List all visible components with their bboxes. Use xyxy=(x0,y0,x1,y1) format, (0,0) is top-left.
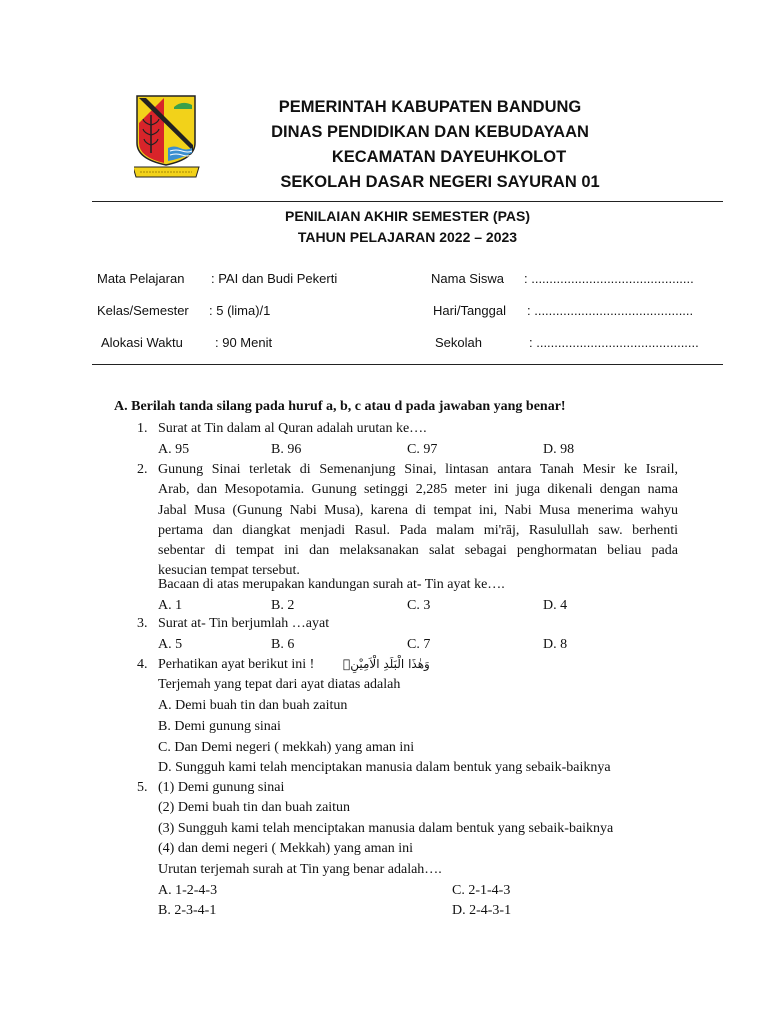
q5-option-d[interactable]: D. 2-4-3-1 xyxy=(452,903,512,918)
q5-option-c[interactable]: C. 2-1-4-3 xyxy=(452,883,511,898)
q3-text: Surat at- Tin berjumlah …ayat xyxy=(158,616,330,631)
q4-option-c[interactable]: C. Dan Demi negeri ( mekkah) yang aman ini xyxy=(158,740,415,755)
info-value-time: : 90 Menit xyxy=(215,335,273,350)
q4-number: 4. xyxy=(137,657,148,672)
q4-option-b[interactable]: B. Demi gunung sinai xyxy=(158,719,281,734)
letterhead-line-4: SEKOLAH DASAR NEGERI SAYURAN 01 xyxy=(280,173,600,191)
q3-option-d[interactable]: D. 8 xyxy=(543,637,568,652)
q2-passage-line: Jabal Musa (Gunung Nabi Musa), karena di tempat ini, Nabi Musa menerima wahyu xyxy=(158,502,678,518)
q3-option-a[interactable]: A. 5 xyxy=(158,637,183,652)
q5-item: (4) dan demi negeri ( Mekkah) yang aman ini xyxy=(158,841,414,856)
info-label-student-name: Nama Siswa xyxy=(431,271,504,286)
info-divider xyxy=(92,364,723,365)
q4-option-d[interactable]: D. Sungguh kami telah menciptakan manusia dalam bentuk yang sebaik-baiknya xyxy=(158,760,611,775)
info-value-subject: : PAI dan Budi Pekerti xyxy=(211,271,338,286)
q1-text: Surat at Tin dalam al Quran adalah urutan ke…. xyxy=(158,421,427,436)
exam-title: PENILAIAN AKHIR SEMESTER (PAS) xyxy=(284,208,530,224)
q2-question: Bacaan di atas merupakan kandungan surah at- Tin ayat ke…. xyxy=(158,577,505,592)
q3-number: 3. xyxy=(137,616,148,631)
q1-number: 1. xyxy=(137,421,148,436)
q4-option-a[interactable]: A. Demi buah tin dan buah zaitun xyxy=(158,698,348,713)
header-divider xyxy=(92,201,723,202)
letterhead-line-1: PEMERINTAH KABUPATEN BANDUNG xyxy=(278,98,582,116)
date-field[interactable]: : ............................................ xyxy=(527,303,694,318)
q2-passage-line: kesucian tempat tersebut. xyxy=(158,563,300,579)
q4-text: Perhatikan ayat berikut ini ! xyxy=(158,657,315,672)
q5-item: (2) Demi buah tin dan buah zaitun xyxy=(158,800,351,815)
info-label-class: Kelas/Semester xyxy=(97,303,189,318)
q5-number: 5. xyxy=(137,780,148,795)
exam-title-block xyxy=(92,206,723,248)
q2-passage-line: pertama dan diangkat menjadi Rasul. Pada malam mi'rāj, Rasulullah saw. berhenti xyxy=(158,522,678,538)
info-label-time: Alokasi Waktu xyxy=(101,335,183,350)
letterhead xyxy=(230,95,630,195)
q5-option-b[interactable]: B. 2-3-4-1 xyxy=(158,903,217,918)
q5-item: (3) Sungguh kami telah menciptakan manusia dalam bentuk yang sebaik-baiknya xyxy=(158,821,614,836)
q2-passage-line: Arab, dan Mesopotamia. Gunung setinggi 2,285 meter ini juga dikenali dengan nama xyxy=(158,482,678,498)
q5-item: (1) Demi gunung sinai xyxy=(158,780,285,795)
info-label-school: Sekolah xyxy=(435,335,482,350)
exam-year: TAHUN PELAJARAN 2022 – 2023 xyxy=(297,229,518,245)
letterhead-line-3: KECAMATAN DAYEUHKOLOT xyxy=(331,148,567,166)
q2-passage xyxy=(158,460,678,582)
q5-question: Urutan terjemah surah at Tin yang benar adalah…. xyxy=(158,862,442,877)
q2-option-d[interactable]: D. 4 xyxy=(543,598,568,613)
q1-option-b[interactable]: B. 96 xyxy=(271,442,302,457)
q2-passage-line: Gunung Sinai terletak di Semenanjung Sinai, lintasan antara Tanah Mesir ke Israil, xyxy=(158,462,678,477)
q4-question: Terjemah yang tepat dari ayat diatas adalah xyxy=(158,677,401,692)
q1-option-a[interactable]: A. 95 xyxy=(158,442,190,457)
regency-crest-logo xyxy=(134,93,214,183)
section-a-instruction: A. Berilah tanda silang pada huruf a, b, c atau d pada jawaban yang benar! xyxy=(114,399,566,414)
q5-option-a[interactable]: A. 1-2-4-3 xyxy=(158,883,218,898)
info-label-subject: Mata Pelajaran xyxy=(97,271,185,286)
q2-number: 2. xyxy=(137,462,148,477)
info-value-class: : 5 (lima)/1 xyxy=(209,303,271,318)
q1-option-c[interactable]: C. 97 xyxy=(407,442,438,457)
student-name-field[interactable]: : ............................................. xyxy=(524,271,694,286)
q1-option-d[interactable]: D. 98 xyxy=(543,442,575,457)
info-label-date: Hari/Tanggal xyxy=(433,303,506,318)
q3-option-b[interactable]: B. 6 xyxy=(271,637,295,652)
letterhead-line-2: DINAS PENDIDIKAN DAN KEBUDAYAAN xyxy=(271,123,589,141)
q4-arabic-verse: وَهٰذَا الْبَلَدِ الْاَمِيْنِۙ xyxy=(343,657,430,671)
q2-option-a[interactable]: A. 1 xyxy=(158,598,183,613)
q2-passage-line: sebentar di tempat ini dan melaksanakan salat sebagai penghormatan beliau pada xyxy=(158,543,678,559)
q3-option-c[interactable]: C. 7 xyxy=(407,637,431,652)
q2-option-c[interactable]: C. 3 xyxy=(407,598,431,613)
school-field[interactable]: : ............................................. xyxy=(529,335,699,350)
q2-option-b[interactable]: B. 2 xyxy=(271,598,295,613)
